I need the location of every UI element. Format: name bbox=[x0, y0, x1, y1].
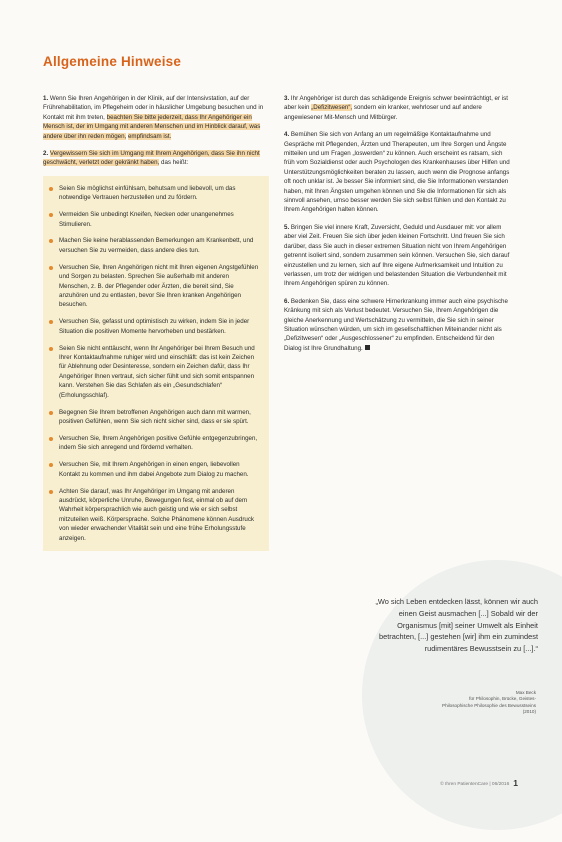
highlighted-text: Vergewissern Sie sich im Umgang mit Ihrem Angehörigen, dass Sie ihn nicht geschwächt, verletzt oder gekränkt haben, bbox=[43, 150, 260, 167]
highlighted-text: beachten Sie bitte jederzeit, dass Ihr Angehöriger ein Mensch ist, der im Umgang mit anderen Menschen und im Hinblick darauf, was andere über ihn reden mögen, bbox=[43, 113, 261, 140]
bullet-icon bbox=[49, 463, 53, 467]
bullet-icon bbox=[49, 320, 53, 324]
list-item: Seien Sie möglichst einfühlsam, behutsam und liebevoll, um das notwendige Vertrauen herzustellen und zu fördern. bbox=[49, 184, 259, 203]
paragraph-text: Wenn Sie Ihren Angehörigen in der Klinik, auf der Intensivstation, auf der Frührehabilitation, im Pflegeheim oder in häuslicher Umgebung besuchen und in Kontakt mit ihm treten, bbox=[43, 95, 264, 121]
highlighted-text: empfindsam ist. bbox=[127, 132, 172, 140]
quote-text: „Wo sich Leben entdecken lässt, können wir auch einen Geist ausmachen [...] Sobald wir der Organismus [mit] seiner Umwelt als Einheit betrachten, [...] gestehen [wir] ihm ein zumindest rudimentäres Bewusstsein zu [...].“ bbox=[375, 597, 538, 654]
bullet-icon bbox=[49, 187, 53, 191]
highlighted-text: „Defizitwesen“, bbox=[311, 104, 353, 112]
paragraph-number: 6. bbox=[284, 297, 290, 305]
list-item: Versuchen Sie, Ihren Angehörigen nicht mit Ihren eigenen Angstgefühlen und Sorgen zu belasten. Sprechen Sie außerhalb mit anderen Menschen, z. B. der Pflegender oder Ärzten, die bereit sind, Sie anzuhören und zu entlasten, bevor Sie Ihren kranken Angehörigen besuchen. bbox=[49, 263, 259, 310]
page-title: Allgemeine Hinweise bbox=[43, 54, 182, 69]
paragraph-number: 4. bbox=[284, 131, 290, 139]
quote-author: Max Beck bbox=[515, 690, 536, 695]
paragraph-5 bbox=[284, 223, 512, 289]
paragraph-text: sondern ein kranker, wehrloser und auf andere angewiesener Mit-Mensch und Mitbürger. bbox=[284, 104, 482, 121]
list-item: Seien Sie nicht enttäuscht, wenn Ihr Angehöriger bei Ihrem Besuch und Ihrer Kontaktaufnahme ruhiger wird und einschläft: das ist kein Zeichen für Ablehnung oder Desinteresse, sondern ein Zeichen dafür, dass Ihr Angehöriger Ihnen vertraut, sich sicher fühlt und sich somit entspannen kann. Verstehen Sie das Schlafen als ein „Gesundschlafen“ (Erholungsschlaf). bbox=[49, 344, 259, 400]
bullet-icon bbox=[49, 347, 53, 351]
bullet-icon bbox=[49, 239, 53, 243]
paragraph-4 bbox=[284, 130, 512, 215]
bullet-box bbox=[43, 176, 269, 551]
paragraph-text: Ihr Angehöriger ist durch das schädigende Ereignis schwer beeinträchtigt, er ist aber kein bbox=[284, 95, 508, 112]
paragraph-6 bbox=[284, 297, 512, 353]
paragraph-number: 1. bbox=[43, 95, 49, 102]
bullet-icon bbox=[49, 490, 53, 494]
list-item: Versuchen Sie, gefasst und optimistisch zu wirken, indem Sie in jeder Situation die positiven Momente hervorheben und bestärken. bbox=[49, 317, 259, 336]
page-number: 1 bbox=[513, 778, 518, 788]
quote-source-line: für Philosophin, Brücke, Geistes- bbox=[469, 696, 536, 702]
paragraph-number: 5. bbox=[284, 223, 290, 231]
bullet-icon bbox=[49, 266, 53, 270]
left-column bbox=[43, 94, 269, 551]
page-footer bbox=[410, 778, 518, 788]
bullet-icon bbox=[49, 411, 53, 415]
bullet-icon bbox=[49, 437, 53, 441]
list-item: Versuchen Sie, mit Ihrem Angehörigen in einen engen, liebevollen Kontakt zu kommen und ihm dabei Angebote zum Dialog zu machen. bbox=[49, 460, 259, 479]
paragraph-number: 2. bbox=[43, 150, 49, 158]
paragraph-text: Bringen Sie viel innere Kraft, Zuversicht, Geduld und Ausdauer mit: vor allem aber viel Zeit. Freuen Sie sich über jeden kleinen Fortschritt. Und freuen Sie sich darüber, dass Sie auch in dieser extremen Situation nicht von Ihrem Angehörigen getrennt isoliert sind, sondern zusammen sein können. Versuchen Sie, sich darauf einzustellen und zu lernen, sich auf Ihre eigene Aufmerksamkeit und Intuition zu verlassen, um trotz der widrigen und belastenden Situation die Verbundenheit mit Ihrem Angehörigen spüren zu können. bbox=[284, 223, 510, 288]
right-column bbox=[284, 94, 512, 361]
list-item: Achten Sie darauf, was Ihr Angehöriger im Umgang mit anderen ausdrückt, körperliche Unruhe, Bewegungen fest, einmal ob auf dem Wahrheit körpersprachlich wie auch geistig und wie er sich selbst mitzuteilen weiß. Körpersprache. Solche Phänomene können Ausdruck von wieder erwachender Vitalität sein und eine frühe Erholungsstufe anzeigen. bbox=[49, 487, 259, 543]
paragraph-text: Bemühen Sie sich von Anfang an um regelmäßige Kontaktaufnahme und Gespräche mit Pflegenden, Ärzten und Therapeuten, um Ihre Sorgen und Ängste mitteilen und um Fragen „loswerden“ zu können. Auch erscheint es ratsam, sich früh vom Sozialdienst oder auch Psychologen des Krankenhauses über Hilfen und Unterstützungsmöglichkeiten beraten zu lassen, auch wenn die Prognose anfangs oft noch unklar ist. Je besser Sie informiert sind, die Sie Informationen verstanden haben, mit Ihren Ängsten umgehen können und Sie die Informationen für sich als sinnvoll ansehen, umso besser werden Sie sich selbst fühlen und den Kontakt zu Ihrem Angehörigen halten können. bbox=[284, 131, 510, 214]
paragraph-2 bbox=[43, 149, 269, 168]
footer-label: © Ihren PatientenCare | 06/2016 bbox=[440, 782, 510, 787]
list-item: Machen Sie keine herablassenden Bemerkungen am Krankenbett, und versuchen Sie zu vermeiden, dass andere dies tun. bbox=[49, 236, 259, 255]
paragraph-number: 3. bbox=[284, 95, 290, 102]
paragraph-text: Bedenken Sie, dass eine schwere Hirnerkrankung immer auch eine psychische Kränkung mit sich als Verlust bedeutet. Versuchen Sie, Ihrem Angehörigen die gleiche Anerkennung und Wertschätzung zu vermitteln, die Sie sich in seiner Situation wünschen würden, um sich im gesellschaftlichen Miteinander nicht als „Defizitwesen“ oder „Ausgeschlossener“ zu empfinden. Entscheidend für den Dialog ist Ihre Grundhaltung. bbox=[284, 297, 508, 352]
list-item: Versuchen Sie, Ihrem Angehörigen positive Gefühle entgegenzubringen, indem Sie sich anregend und fördernd verhalten. bbox=[49, 434, 259, 453]
bullet-icon bbox=[49, 213, 53, 217]
quote-source-line: Philosophische Philosophie des Bewusstseins bbox=[442, 702, 536, 708]
quote-source-line: (2010) bbox=[522, 709, 536, 715]
paragraph-3 bbox=[284, 94, 512, 122]
list-item: Begegnen Sie Ihrem betroffenen Angehörigen auch dann mit warmen, positiven Gefühlen, wenn Sie sich nicht sicher sind, dass er sie spürt. bbox=[49, 408, 259, 427]
list-item: Vermeiden Sie unbedingt Kneifen, Necken oder unangenehmes Stimulieren. bbox=[49, 210, 259, 229]
paragraph-1 bbox=[43, 94, 269, 141]
quote-source bbox=[372, 690, 536, 716]
end-mark-icon bbox=[365, 345, 370, 350]
paragraph-text: das heißt: bbox=[161, 159, 189, 167]
bullet-list bbox=[49, 184, 259, 543]
